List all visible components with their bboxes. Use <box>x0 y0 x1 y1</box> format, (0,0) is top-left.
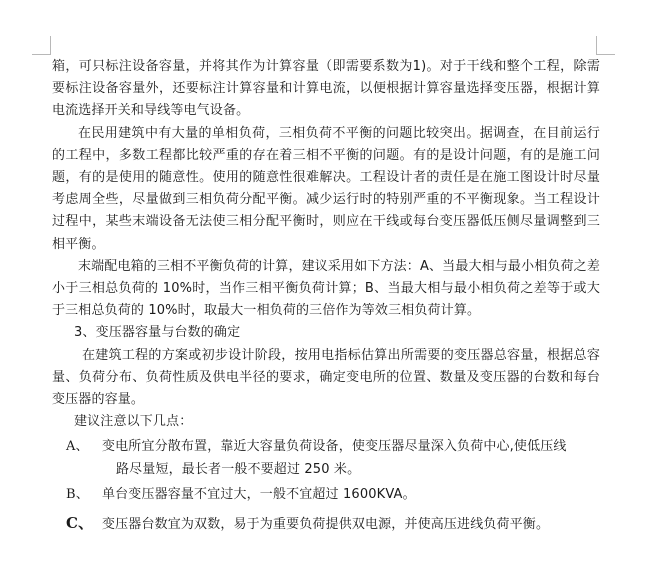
paragraph-imbalance-calculation: 末端配电箱的三相不平衡负荷的计算，建议采用如下方法：A、当最大相与最小相负荷之差小于三相总负荷的 10%时，当作三相平衡负荷计算；B、当最大相与最小相负荷之差等于或大于三相总负荷的 10%时，取最大一相负荷的三倍作为等效三相负荷计算。 <box>52 258 600 319</box>
list-item-c <box>52 512 600 536</box>
list-item-text <box>102 436 600 480</box>
paragraph-three-phase-imbalance: 在民用建筑中有大量的单相负荷，三相负荷不平衡的问题比较突出。据调查，在目前运行的工程中，多数工程都比较严重的存在着三相不平衡的问题。有的是设计问题，有的是施工问题，有的是使用的随意性。使用的随意性很难解决。工程设计者的责任是在施工图设计时尽量考虑周全些，尽量做到三相负荷分配平衡。减少运行时的特别严重的不平衡现象。当工程设计过程中，某些末端设备无法使三相分配平衡时，则应在干线或每台变压器低压侧尽量调整到三相平衡。 <box>52 125 600 252</box>
advice-intro: 建议注意以下几点： <box>74 414 193 430</box>
crop-mark-top-left <box>32 36 51 55</box>
list-item-text <box>102 514 600 536</box>
list-marker: A、 <box>66 439 89 455</box>
list-item-line: 路尽量短，最长者一般不要超过 250 米。 <box>116 461 361 477</box>
list-item-line: 变压器台数宜为双数，易于为重要负荷提供双电源，并使高压进线负荷平衡。 <box>102 517 550 533</box>
section-heading: 3、变压器容量与台数的确定 <box>74 325 241 341</box>
document-body <box>52 56 600 536</box>
list-item-a <box>52 436 600 480</box>
list-marker: C、 <box>66 514 94 533</box>
list-item-line: 变电所宜分散布置，靠近大容量负荷设备，使变压器尽量深入负荷中心,使低压线 <box>102 439 567 455</box>
list-marker: B、 <box>66 486 89 502</box>
list-item-text <box>102 484 600 506</box>
paragraph-transformer-capacity: 在建筑工程的方案或初步设计阶段，按用电指标估算出所需要的变压器总容量，根据总容量、负荷分布、负荷性质及供电半径的要求，确定变电所的位置、数量及变压器的台数和每台变压器的容量。 <box>52 347 600 408</box>
list-item-b <box>52 484 600 506</box>
crop-mark-top-right <box>596 36 615 55</box>
paragraph-load-calculation: 箱，可只标注设备容量，并将其作为计算容量（即需要系数为1)。对于干线和整个工程，除需要标注设备容量外，还要标注计算容量和计算电流，以便根据计算容量选择变压器，根据计算电流选择开关和导线等电气设备。 <box>52 59 600 119</box>
list-item-line: 单台变压器容量不宜过大，一般不宜超过 1600KVA。 <box>102 486 416 502</box>
